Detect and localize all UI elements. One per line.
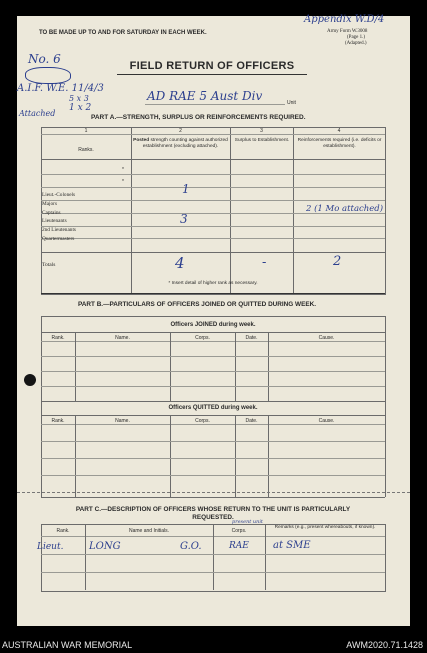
rank-quartermasters: Quartermasters: [42, 235, 75, 242]
joined-row-line-2: [41, 371, 385, 372]
captains-posted: 3: [180, 212, 188, 226]
quitted-col-sep-1: [75, 415, 76, 497]
surplus-header: Surplus to Establishment.: [234, 138, 290, 143]
totals-surplus: -: [262, 255, 267, 270]
rank-majors: Majors: [42, 200, 58, 207]
part-c-col-corps: Corps.: [231, 528, 247, 534]
quitted-header-bottom: [41, 424, 385, 425]
joined-col-sep-3: [235, 332, 236, 402]
part-c-corps-note: present unit: [232, 519, 263, 525]
part-c-name-entry: LONG: [89, 541, 121, 552]
part-c-row-line-1: [41, 554, 385, 555]
document-page: [17, 16, 410, 626]
joined-row-line-3: [41, 386, 385, 387]
quitted-col-sep-4: [268, 415, 269, 497]
totals-reinforcements: 2: [333, 254, 342, 269]
return-number: No. 6: [28, 52, 61, 66]
footer-accession: AWM2020.71.1428: [346, 640, 423, 650]
number-circle: [25, 67, 71, 84]
posted-header-rest: strength counting against authorized establishment (excluding attached).: [142, 138, 228, 149]
part-c-col-sep-3: [265, 524, 266, 590]
form-page: (Page 1.): [347, 35, 366, 40]
star-row-line-2: [41, 187, 385, 188]
reinforcements-header: Reinforcements required (i.e. deficits or establishment).: [297, 138, 382, 149]
joined-col-sep-4: [268, 332, 269, 402]
header-instruction: TO BE MADE UP TO AND FOR SATURDAY IN EACH WEEK.: [39, 30, 207, 36]
star-marker-2: *: [122, 179, 124, 185]
joined-col-corps: Corps.: [195, 335, 210, 341]
quitted-col-date: Date.: [245, 418, 258, 424]
part-c-title: [41, 506, 385, 521]
attached-note: Attached: [19, 109, 56, 118]
part-a-bottom-rule: [41, 293, 385, 294]
star-row-line-1: [41, 174, 385, 175]
ratio-two: 1 x 2: [69, 103, 92, 113]
rank-row-line-3: [41, 226, 385, 227]
joined-header-bottom: [41, 341, 385, 342]
part-c-col-name: Name and Initials.: [128, 528, 170, 534]
part-c-col-rank: Rank.: [56, 528, 70, 534]
star-marker-1: *: [122, 167, 124, 173]
aif-reference: A.I.F. W.E. 11/4/3: [17, 83, 104, 94]
rank-row-line-4: [41, 238, 385, 239]
header-row-line: [41, 159, 385, 160]
rank-lieut-colonels: Lieut.-Colonels: [42, 192, 76, 198]
form-number: Army Form W.3008: [327, 29, 368, 34]
posted-header-bold: Posted: [133, 138, 150, 143]
joined-col-sep-2: [170, 332, 171, 402]
quartermasters-line: [41, 252, 385, 253]
part-c-initials-entry: G.O.: [180, 541, 202, 552]
joined-header-top: [41, 332, 385, 333]
appendix-note: Appendix W.D/4: [304, 14, 385, 25]
rank-2nd-lieutenants: 2nd Lieutenants: [42, 227, 76, 234]
col-number-3: 3: [260, 128, 263, 134]
part-c-title-line2: REQUESTED.: [192, 513, 234, 521]
quitted-col-sep-2: [170, 415, 171, 497]
col-number-1: 1: [84, 128, 88, 134]
part-c-col-remarks: Remarks (e.g., present whereabouts, if known).: [274, 525, 376, 530]
part-b-title: PART B.—PARTICULARS OF OFFICERS JOINED OR QUITTED DURING WEEK.: [78, 301, 316, 308]
rank-lieutenants: Lieutenants: [42, 218, 67, 225]
quitted-title: Officers QUITTED during week.: [168, 405, 258, 411]
joined-col-rank: Rank.: [51, 335, 65, 341]
lieut-colonels-posted: 1: [182, 182, 190, 196]
footer-source: AUSTRALIAN WAR MEMORIAL: [2, 640, 133, 650]
part-a-footnote: * Insert detail of higher rank as necessary.: [168, 281, 258, 286]
col-sep-2: [230, 127, 231, 293]
part-c-row-line-2: [41, 572, 385, 573]
ranks-header: Ranks.: [78, 147, 94, 153]
quitted-col-name: Name.: [115, 418, 130, 424]
joined-col-date: Date.: [245, 335, 258, 341]
unit-handwritten: AD RAE 5 Aust Div: [147, 89, 263, 103]
totals-posted: 4: [175, 254, 185, 272]
quitted-row-line-2: [41, 458, 385, 459]
quitted-col-sep-3: [235, 415, 236, 497]
totals-label: Totals: [42, 262, 56, 268]
form-adapted: (Adapted.): [345, 41, 367, 46]
majors-reinforcements: 2 (1 Mo attached): [306, 204, 384, 214]
form-title: FIELD RETURN OF OFFICERS: [129, 60, 295, 72]
part-c-remarks-entry: at SME: [273, 540, 311, 551]
punch-hole: [24, 374, 36, 386]
col-number-2: 2: [179, 128, 182, 134]
joined-title: Officers JOINED during week.: [170, 322, 256, 328]
joined-col-sep-1: [75, 332, 76, 402]
quitted-header-top: [41, 415, 385, 416]
posted-header: [133, 138, 228, 150]
rank-row-line-1: [41, 200, 385, 201]
col-sep-3: [293, 127, 294, 293]
tear-line: [17, 492, 410, 493]
unit-line: [145, 104, 285, 105]
part-c-corps-entry: RAE: [229, 541, 249, 551]
joined-col-name: Name.: [115, 335, 130, 341]
quitted-col-cause: Cause.: [318, 418, 335, 424]
joined-col-cause: Cause.: [318, 335, 335, 341]
unit-label: Unit: [287, 100, 296, 106]
part-a-title: PART A.—STRENGTH, SURPLUS OR REINFORCEMENTS REQUIRED.: [91, 114, 306, 121]
ratio-one: 5 x 3: [69, 94, 89, 103]
quitted-row-line-3: [41, 475, 385, 476]
part-c-rank-entry: Lieut.: [37, 542, 64, 552]
quitted-col-rank: Rank.: [51, 418, 65, 424]
quitted-row-line-1: [41, 441, 385, 442]
rank-list: [42, 191, 76, 244]
col-number-4: 4: [337, 128, 341, 134]
part-c-title-line1: PART C.—DESCRIPTION OF OFFICERS WHOSE RETURN TO THE UNIT IS PARTICULARLY: [75, 506, 351, 513]
rank-captains: Captains: [42, 209, 61, 216]
quitted-col-corps: Corps.: [195, 418, 210, 424]
joined-table: [41, 316, 386, 402]
title-underline: [117, 74, 307, 75]
col-number-row: [41, 134, 385, 135]
col-sep-1: [131, 127, 132, 293]
quitted-bottom: [41, 497, 385, 498]
joined-row-line-1: [41, 356, 385, 357]
